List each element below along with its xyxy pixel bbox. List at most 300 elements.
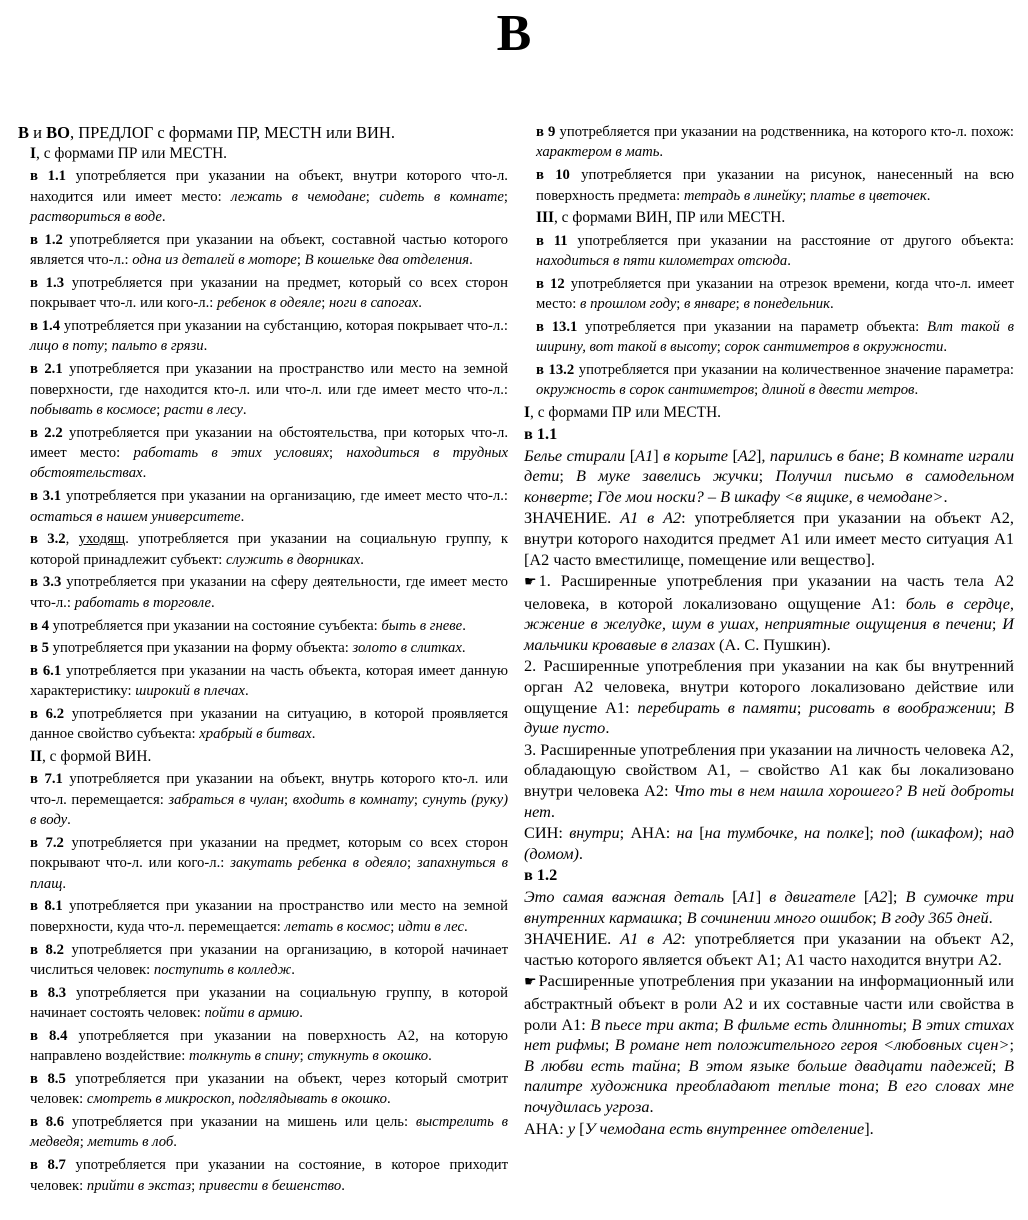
- example-text: работать в этих условиях: [133, 445, 330, 462]
- example-text: находиться в пяти километрах отсюда: [536, 252, 788, 269]
- example-text: на: [676, 823, 693, 843]
- definition-text: ;: [390, 918, 398, 935]
- definition-text: употребляется при указании на мишень или цель:: [64, 1114, 416, 1130]
- definition-text: .: [62, 875, 67, 892]
- definition-text: ЗНАЧЕНИЕ.: [524, 929, 621, 949]
- sense-paragraph: [524, 823, 1014, 864]
- definition-text: .: [649, 1096, 654, 1116]
- sense-number: в 1.4: [30, 318, 61, 335]
- definition-text: 2. Расширенные употребления при указании на как бы внутренний орган А2 человека, внутри которого локализовано действие или ощущение А1:: [524, 656, 1014, 717]
- definition-text: употребляется при указании на объект, внутрь которого кто-л. или что-л. перемещается:: [30, 771, 508, 808]
- example-text: прийти в экстаз: [86, 1177, 192, 1194]
- sense-paragraph: [18, 316, 508, 357]
- definition-text: употребляется при указании на поверхность А2, на которую направлено воздействие:: [30, 1027, 508, 1065]
- example-text: В его словах мне почудилась угроза: [524, 1076, 1014, 1116]
- sense-number: в 4: [30, 617, 49, 634]
- definition-text: [: [732, 445, 738, 465]
- sense-number: в 3.2: [30, 531, 66, 548]
- section-heading: [18, 144, 508, 164]
- definition-text: ;: [103, 338, 112, 355]
- definition-text: .: [914, 382, 919, 399]
- example-text: стукнуть в окошко: [307, 1048, 429, 1065]
- definition-text: , с формами ПР или МЕСТН.: [530, 403, 722, 421]
- definition-text: АНА:: [524, 1118, 568, 1138]
- sense-number: III: [536, 209, 554, 227]
- example-text: рисовать в воображении: [809, 697, 992, 717]
- example-text: У чемодана есть внутреннее отделение: [584, 1118, 865, 1138]
- sense-paragraph: [18, 1112, 508, 1153]
- sense-number: в 1.2: [524, 865, 558, 885]
- sense-paragraph: [18, 486, 508, 527]
- example-text: платье в цветочек: [809, 187, 927, 204]
- definition-text: употребляется при указании на организацию, где имеет место что-л.:: [61, 488, 508, 505]
- sense-number: ВО: [46, 123, 70, 142]
- sense-paragraph: [18, 359, 508, 420]
- definition-text: ;: [676, 1055, 689, 1075]
- definition-text: употребляется при указании на обстоятельства, при которых что-л. имеет место:: [30, 424, 508, 462]
- definition-text: ;: [802, 187, 810, 204]
- sense-paragraph: [524, 508, 1014, 570]
- example-text: В романе нет положительного героя <любовных сцен>: [614, 1035, 1010, 1055]
- sense-number: в 13.2: [536, 361, 575, 378]
- definition-text: ;: [79, 1134, 88, 1151]
- sense-paragraph: [524, 122, 1014, 163]
- example-text: в прошлом году: [580, 296, 677, 313]
- example-text: А2: [737, 445, 756, 465]
- definition-text: (А. С. Пушкин).: [714, 634, 831, 654]
- definition-text: .: [311, 726, 316, 743]
- sense-paragraph: [18, 273, 508, 314]
- sense-number: в 1.3: [30, 274, 65, 291]
- sense-number: в 8.6: [30, 1114, 65, 1130]
- example-text: одна из деталей в моторе: [132, 252, 297, 269]
- sense-paragraph: [524, 1119, 1014, 1140]
- definition-text: употребляется при указании на пространство или место на земной поверхности, куда что-л. перемещается:: [30, 898, 508, 935]
- definition-text: ;: [880, 445, 889, 465]
- sense-number: в 1.2: [30, 231, 63, 248]
- section-letter: В: [496, 5, 532, 62]
- definition-text: употребляется при указании на организацию, в которой начинает числиться человек:: [30, 941, 508, 978]
- hand-pointer-icon: ☛: [524, 975, 537, 991]
- example-text: А1 в А2: [620, 929, 682, 949]
- definition-text: ;: [299, 1048, 308, 1065]
- sense-number: в 3.3: [30, 574, 62, 591]
- definition-text: ;: [329, 445, 347, 462]
- example-text: , парились в бане: [761, 445, 880, 465]
- sense-paragraph: [18, 704, 508, 745]
- sense-paragraph: [524, 929, 1014, 970]
- example-text: В этом языке больше двадцати падежей: [688, 1055, 992, 1075]
- definition-text: .: [578, 843, 583, 863]
- example-text: В году 365 дней: [880, 907, 989, 927]
- example-text: толкнуть в спину: [188, 1048, 300, 1065]
- sense-number: I: [30, 145, 36, 162]
- sense-number: в 2.1: [30, 361, 63, 378]
- section-heading: [524, 403, 1014, 423]
- example-text: у: [567, 1118, 576, 1138]
- example-text: В сумочке три внутренних кармашка: [524, 887, 1015, 927]
- example-text: Получил письмо в самодельном конверте: [524, 466, 1014, 506]
- example-text: золото в слитках: [352, 640, 462, 657]
- example-text: ноги в сапогах: [329, 295, 419, 312]
- example-text: в январе: [684, 296, 736, 313]
- definition-text: употребляется при указании на сферу деятельности, где имеет место что-л.:: [30, 574, 508, 611]
- example-text: входить в комнату: [292, 791, 414, 808]
- sense-paragraph: [524, 446, 1014, 508]
- definition-text: употребляется при указании на объект, внутри которого что-л. находится или имеет место:: [30, 168, 508, 205]
- definition-text: употребляется при указании на предмет, который со всех сторон покрывает что-л. или кого-л.:: [30, 274, 508, 312]
- definition-text: [: [863, 887, 870, 907]
- sense-number: в 1.1: [30, 168, 66, 185]
- definition-text: [: [732, 887, 738, 907]
- sense-paragraph: [18, 940, 508, 981]
- example-text: В палитре художника преобладают теплые тона: [524, 1055, 1014, 1096]
- definition-text: , ПРЕДЛОГ с формами ПР, МЕСТН или ВИН.: [69, 123, 395, 142]
- definition-text: .: [291, 961, 295, 978]
- definition-text: употребляется при указании на форму объекта:: [48, 640, 353, 657]
- sense-paragraph: [524, 274, 1014, 315]
- definition-text: ;: [296, 252, 305, 269]
- example-text: летать в космос: [284, 918, 391, 935]
- example-text: идти в лес: [397, 918, 465, 935]
- example-text: работать в торговле: [74, 594, 212, 611]
- definition-text: ;: [604, 1035, 615, 1055]
- example-text: Белье стирали: [524, 445, 630, 465]
- example-text: на тумбочке, на полке: [704, 823, 864, 843]
- example-text: в корыте: [658, 445, 733, 465]
- definition-text: употребляется при указании на социальную группу, в которой начинает состоять человек:: [30, 984, 509, 1022]
- example-text: побывать в космосе: [30, 401, 157, 418]
- definition-text: ,: [65, 531, 79, 548]
- definition-text: .: [418, 295, 422, 312]
- section-heading: [524, 208, 1014, 228]
- example-text: И мальчики кровавые в глазах: [524, 614, 1014, 654]
- definition-text: ;: [413, 791, 423, 808]
- entry-headword: [18, 122, 508, 143]
- section-heading: [18, 747, 508, 767]
- example-text: метить в лоб: [87, 1134, 174, 1151]
- definition-text: ].: [864, 1118, 874, 1138]
- example-text: длиной в двести метров: [761, 382, 915, 399]
- definition-text: ;: [321, 295, 330, 312]
- definition-text: .: [943, 339, 948, 356]
- example-text: в двигателе: [761, 887, 864, 907]
- definition-text: .: [161, 209, 166, 226]
- definition-text: употребляется при указании на родственника, на которого кто-л. похож:: [555, 124, 1014, 140]
- definition-text: .: [242, 401, 247, 418]
- definition-text: ;: [754, 382, 762, 399]
- definition-text: .: [787, 252, 791, 269]
- example-text: В сочинении много ошибок: [686, 907, 873, 927]
- definition-text: .: [462, 617, 466, 634]
- sense-paragraph: [18, 1069, 508, 1110]
- example-text: в понедельник: [743, 296, 830, 313]
- definition-text: .: [943, 486, 948, 506]
- definition-text: ;: [991, 614, 1003, 634]
- definition-text: ;: [991, 697, 1005, 717]
- sense-number: В: [18, 123, 30, 142]
- example-text: тетрадь в линейку: [683, 187, 803, 204]
- definition-text: употребляется при указании на предмет, которым со всех сторон покрывают что-л. или кого-л.:: [30, 834, 508, 872]
- example-text: перебирать в памяти: [637, 697, 797, 717]
- definition-text: .: [926, 187, 931, 204]
- sense-paragraph: [18, 616, 508, 636]
- example-text: лицо в поту: [30, 338, 104, 355]
- definition-text: ;: [902, 1014, 912, 1034]
- example-text: находиться в трудных обстоятельствах: [30, 445, 509, 482]
- definition-text: .: [428, 1048, 432, 1065]
- example-text: боль в сердце, жжение в желудке, шум в ушах, неприятные ощущения в печени: [524, 593, 1014, 634]
- sense-paragraph: [18, 230, 508, 271]
- sense-paragraph: [18, 661, 508, 702]
- example-text: В душе пусто: [524, 697, 1014, 738]
- example-text: пойти в армию: [204, 1005, 300, 1022]
- sense-number: в 7.1: [30, 771, 63, 788]
- sense-paragraph: [524, 424, 1014, 445]
- example-text: закутать ребенка в одеяло: [230, 855, 407, 872]
- definition-text: ;: [406, 855, 417, 872]
- definition-text: ]: [755, 887, 762, 907]
- definition-text: .: [173, 1134, 177, 1151]
- definition-text: употребляется при указании на объект, составной частью которого является что-л.:: [30, 231, 508, 269]
- sense-paragraph: [524, 656, 1014, 738]
- definition-text: ;: [714, 1014, 724, 1034]
- definition-text: .: [341, 1177, 345, 1194]
- definition-text: .: [142, 465, 147, 482]
- sense-paragraph: [18, 983, 508, 1024]
- definition-text: ;: [872, 907, 881, 927]
- right-column-senses: [524, 122, 1014, 401]
- definition-text: употребляется при указании на субстанцию, которая покрывает что-л.:: [60, 318, 509, 335]
- sense-paragraph: [524, 740, 1014, 822]
- sense-number: в 2.2: [30, 424, 63, 441]
- definition-text: ;: [365, 188, 380, 205]
- definition-text: .: [211, 594, 215, 611]
- definition-text: употребляется при указании на состояние суъбекта:: [48, 617, 382, 634]
- definition-text: ;: [588, 486, 598, 506]
- definition-text: употребляется при указании на состояние, в которое приходит человек:: [30, 1157, 508, 1194]
- example-text: выстрелить в медведя: [30, 1114, 508, 1151]
- sense-number: в 8.3: [30, 984, 67, 1001]
- sense-paragraph: [524, 971, 1014, 1117]
- definition-text: .: [244, 683, 249, 700]
- definition-text: СИН:: [524, 823, 570, 843]
- example-text: поступить в колледж: [153, 961, 292, 978]
- definition-text: 3. Расширенные употребления при указании на личность человека А2, обладающую свойством А1, – свойство А1 как бы локализовано внутри человека А2:: [524, 739, 1014, 801]
- definition-text: употребляется при указании на расстояние от другого объекта:: [567, 232, 1015, 249]
- definition-text: ;: [758, 466, 776, 486]
- definition-text: ; АНА:: [619, 823, 677, 843]
- definition-text: ;: [191, 1177, 199, 1194]
- example-text: В этих стихах нет рифмы: [524, 1014, 1014, 1055]
- example-text: сунуть (руку) в воду: [30, 791, 508, 829]
- sense-number: в 8.7: [30, 1157, 66, 1174]
- sense-paragraph: [18, 572, 508, 613]
- sense-number: в 8.2: [30, 941, 64, 958]
- example-text: Это самая важная деталь: [524, 887, 733, 907]
- hand-pointer-icon: ☛: [524, 575, 537, 591]
- definition-text: .: [240, 508, 245, 525]
- definition-text: употребляется при указании на пространство или место на земной поверхности, где находится кто-л. или что-л. или где имеет место что-л.:: [30, 361, 508, 398]
- sense-number: в 6.2: [30, 706, 65, 723]
- sense-number: в 11: [536, 232, 568, 249]
- right-column: [524, 122, 1014, 1140]
- definition-text: и: [29, 123, 47, 142]
- example-text: быть в гневе: [381, 617, 463, 634]
- definition-text: ;: [284, 791, 293, 808]
- definition-text: .: [360, 551, 364, 568]
- definition-text: ;: [559, 466, 577, 486]
- sense-number: I: [524, 403, 530, 421]
- sense-paragraph: [524, 865, 1014, 886]
- example-text: А1: [635, 445, 654, 465]
- sense-number: в 5: [30, 640, 49, 657]
- sense-paragraph: [524, 317, 1014, 358]
- example-text: под (шкафом): [880, 823, 979, 843]
- definition-text: : употребляется при указании на объект А2, внутри которого находится предмет А1 или имеет место ситуация А1 [А2 часто вместилище, помещение или вещество].: [524, 508, 1014, 569]
- example-text: остаться в нашем университете: [30, 508, 241, 525]
- definition-text: .: [464, 918, 468, 935]
- sense-number: в 3.1: [30, 488, 62, 505]
- sense-number: в 10: [536, 167, 570, 184]
- definition-text: ЗНАЧЕНИЕ.: [524, 508, 621, 528]
- definition-text: употребляется при указании на отрезок времени, когда что-л. имеет место:: [536, 275, 1015, 313]
- definition-text: ;: [676, 296, 685, 313]
- sense-paragraph: [524, 360, 1014, 401]
- definition-text: .: [386, 1091, 391, 1108]
- sense-number: в 6.1: [30, 662, 62, 679]
- definition-text: употребляется при указании на объект, через который смотрит человек:: [30, 1070, 509, 1108]
- definition-text: употребляется при указании на рисунок, нанесенный на всю поверхность предмета:: [536, 167, 1014, 204]
- sense-paragraph: [18, 769, 508, 830]
- definition-text: ;: [503, 188, 508, 205]
- left-column: [18, 122, 508, 1198]
- definition-text: ];: [887, 887, 906, 907]
- sense-number: в 7.2: [30, 834, 64, 851]
- sense-number: в 8.4: [30, 1027, 68, 1044]
- example-text: храбрый в битвах: [199, 726, 312, 743]
- definition-text: ;: [716, 339, 725, 356]
- definition-text: употребляется при указании на ситуацию, в которой проявляется данное свойство субъекта:: [30, 706, 508, 743]
- example-text: окружность в сорок сантиметров: [536, 382, 755, 399]
- sense-paragraph: [524, 887, 1014, 928]
- definition-text: употребляется при указании на параметр объекта:: [577, 318, 927, 335]
- example-text: А2: [869, 887, 888, 907]
- definition-text: ;: [978, 823, 990, 843]
- definition-text: ]: [755, 445, 762, 465]
- example-text: В фильме есть длинноты: [723, 1014, 903, 1034]
- definition-text: ];: [864, 823, 881, 843]
- sense-paragraph: [18, 638, 508, 658]
- definition-text: , с формой ВИН.: [41, 748, 152, 766]
- example-text: ребенок в одеяле: [217, 295, 322, 312]
- example-text: сорок сантиметров в окружности: [724, 339, 944, 356]
- example-text: лежать в чемодане: [231, 188, 366, 205]
- sense-number: в 1.1: [524, 423, 558, 443]
- definition-text: .: [67, 812, 71, 829]
- sense-number: в 8.1: [30, 898, 63, 915]
- sense-paragraph: [18, 1155, 508, 1196]
- example-text: широкий в плечах: [135, 683, 245, 700]
- sense-paragraph: [18, 1026, 508, 1067]
- definition-text: , с формами ВИН, ПР или МЕСТН.: [553, 209, 786, 227]
- definition-text: , с формами ПР или МЕСТН.: [36, 145, 228, 162]
- example-text: расти в лесу: [163, 401, 243, 418]
- sense-paragraph: [18, 423, 508, 484]
- example-text: В пьесе три акта: [590, 1014, 715, 1034]
- example-text: пальто в грязи: [111, 338, 204, 355]
- definition-text: .: [605, 718, 610, 738]
- definition-text: ;: [874, 1076, 888, 1096]
- sense-paragraph: [524, 165, 1014, 206]
- definition-text: .: [461, 640, 466, 657]
- example-text: В кошельке два отделения: [304, 252, 470, 269]
- example-text: смотреть в микроскоп, подглядывать в окошко: [86, 1091, 387, 1108]
- sense-paragraph: [18, 833, 508, 894]
- example-text: В любви есть тайна: [524, 1055, 677, 1075]
- sense-number: II: [30, 748, 42, 766]
- definition-text: Расширенные употребления при указании на информационный или абстрактный объект в роли А2 и их составные части или свойства в роли А1:: [524, 971, 1014, 1034]
- definition-text: ;: [1009, 1035, 1014, 1055]
- definition-text: [: [575, 1118, 585, 1138]
- example-text: Влт такой в ширину, вот такой в высоту: [536, 318, 1014, 356]
- definition-text: .: [469, 252, 473, 269]
- example-text: раствориться в воде: [30, 209, 162, 226]
- sense-paragraph: [18, 166, 508, 227]
- definition-text: .: [203, 338, 208, 355]
- example-text: А1: [737, 887, 756, 907]
- sense-paragraph: [18, 896, 508, 937]
- definition-text: .: [550, 801, 555, 821]
- example-text: служить в дворниках: [226, 551, 361, 568]
- example-text: В комнате играли дети: [524, 445, 1014, 486]
- example-text: запахнуться в плащ: [30, 855, 508, 892]
- sense-paragraph: [524, 231, 1014, 272]
- definition-text: .: [659, 144, 664, 161]
- definition-text: ;: [735, 296, 744, 313]
- definition-text: употребляется при указании на количественное значение параметра:: [574, 361, 1015, 378]
- definition-text: ;: [991, 1055, 1005, 1075]
- example-text: над (домом): [524, 823, 1014, 863]
- example-text: характером в мать: [536, 144, 660, 161]
- sense-number: в 12: [536, 275, 565, 292]
- right-column-article: [524, 403, 1014, 1139]
- definition-text: [: [629, 445, 636, 465]
- definition-text: . употребляется при указании на социальную группу, к которой принадлежит субъект:: [30, 531, 509, 568]
- sense-number: в 9: [536, 124, 556, 140]
- definition-text: .: [829, 296, 834, 313]
- definition-text: употребляется при указании на часть объекта, которая имеет данную характеристику:: [30, 662, 508, 700]
- example-text: привести в бешенство: [198, 1177, 342, 1194]
- example-text: внутри: [569, 823, 620, 843]
- definition-text: 1. Расширенные употребления при указании на часть тела А2 человека, в которой локализовано ощущение А1:: [524, 571, 1014, 613]
- example-text: Что ты в нем нашла хорошего? В ней доброты нет: [524, 781, 1014, 821]
- example-text: забраться в чулан: [168, 791, 285, 808]
- definition-text: .: [988, 907, 993, 927]
- definition-text: : употребляется при указании на объект А2, частью которого является объект А1; А1 часто находится внутри А2.: [524, 929, 1014, 969]
- example-text: В муке завелись жучки: [576, 466, 759, 486]
- usage-mark: уходящ: [78, 531, 126, 548]
- example-text: А1 в А2: [620, 508, 682, 528]
- example-text: сидеть в комнате: [379, 188, 504, 205]
- definition-text: ;: [156, 401, 164, 418]
- definition-text: ;: [796, 697, 810, 717]
- definition-text: [: [692, 823, 705, 843]
- definition-text: .: [299, 1005, 303, 1022]
- definition-text: ]: [653, 445, 659, 465]
- sense-paragraph: [18, 529, 508, 570]
- sense-number: в 13.1: [536, 318, 578, 335]
